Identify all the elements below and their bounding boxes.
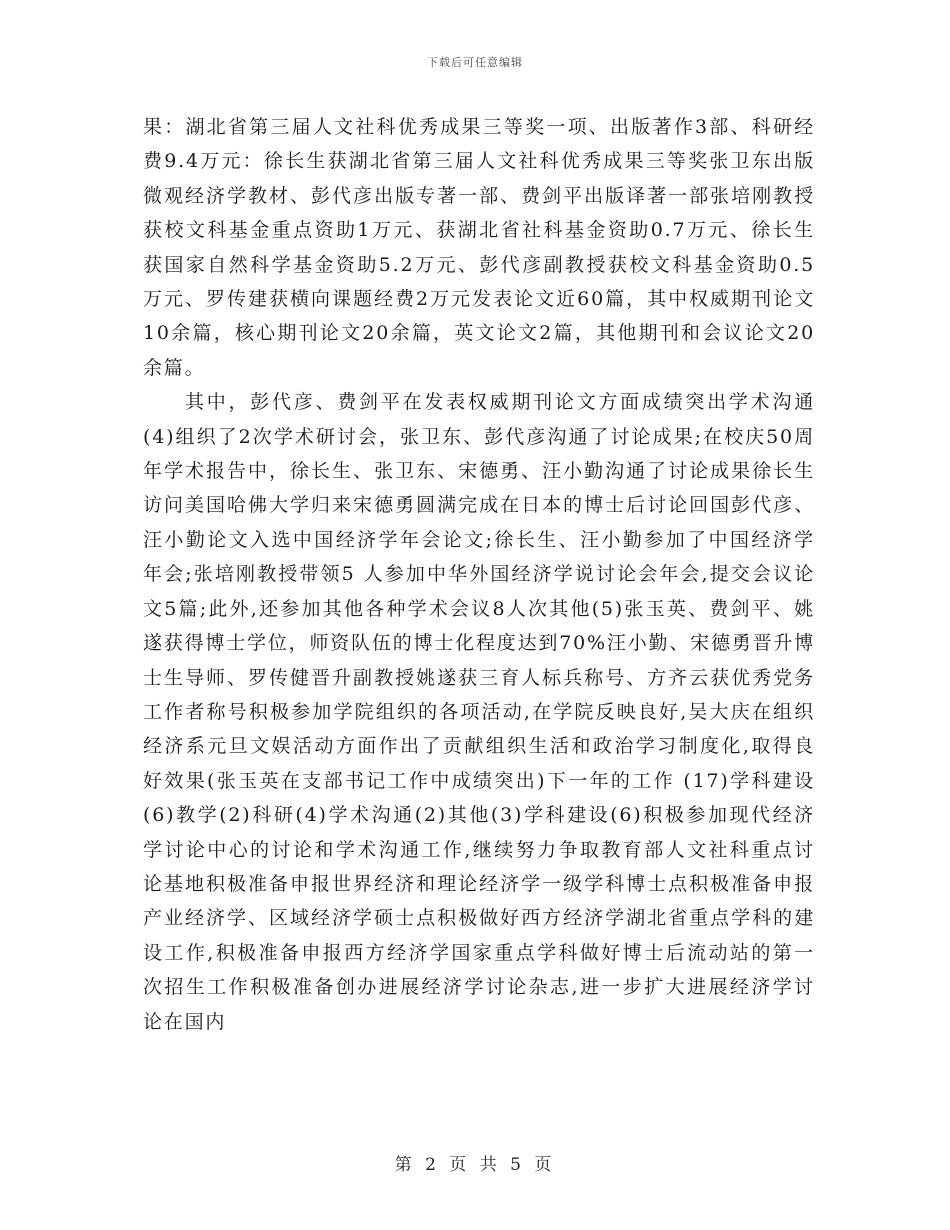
paragraph-2: 其中，彭代彦、费剑平在发表权威期刊论文方面成绩突出学术沟通(4)组织了2次学术研讨会，张卫东、彭代彦沟通了讨论成果;在校庆50周年学术报告中，徐长生、张卫东、宋德勇、汪小勤沟通了讨论成果徐长生访问美国哈佛大学归来宋德勇圆满完成在日本的博士后讨论回国彭代彦、汪小勤论文入选中国经济学年会论文;徐长生、汪小勤参加了中国经济学年会;张培刚教授带领5 人参加中华外国经济学说讨论会年会,提交会议论文5篇;此外,还参加其他各种学术会议8人次其他(5)张玉英、费剑平、姚遂获得博士学位，师资队伍的博士化程度达到70%汪小勤、宋德勇晋升博士生导师、罗传健晋升副教授姚遂获三育人标兵称号、方齐云获优秀党务工作者称号积极参加学院组织的各项活动,在学院反映良好,吴大庆在组织经济系元旦文娱活动方面作出了贡献组织生活和政治学习制度化,取得良好效果(张玉英在支部书记工作中成绩突出)下一年的工作 (17)学科建设(6)教学(2)科研(4)学术沟通(2)其他(3)学科建设(6)积极参加现代经济学讨论中心的讨论和学术沟通工作,继续努力争取教育部人文社科重点讨论基地积极准备申报世界经济和理论经济学一级学科博士点积极准备申报产业经济学、区域经济学硕士点积极做好西方经济学湖北省重点学科的建设工作,积极准备申报西方经济学国家重点学科做好博士后流动站的第一次招生工作积极准备创办进展经济学讨论杂志,进一步扩大进展经济学讨论在国内 bbox=[143, 391, 815, 1033]
body-text bbox=[143, 110, 815, 1039]
page-number: 第 2 页 共 5 页 bbox=[394, 1155, 556, 1175]
header-note: 下载后可任意编辑 bbox=[427, 56, 523, 69]
paragraph-1: 果：湖北省第三届人文社科优秀成果三等奖一项、出版著作3部、科研经费9.4万元：徐长生获湖北省第三届人文社科优秀成果三等奖张卫东出版微观经济学教材、彭代彦出版专著一部、费剑平出版译著一部张培刚教授获校文科基金重点资助1万元、获湖北省社科基金资助0.7万元、徐长生获国家自然科学基金资助5.2万元、彭代彦副教授获校文科基金资助0.5万元、罗传建获横向课题经费2万元发表论文近60篇，其中权威期刊论文10余篇，核心期刊论文20余篇，英文论文2篇，其他期刊和会议论文20余篇。 bbox=[143, 116, 815, 379]
